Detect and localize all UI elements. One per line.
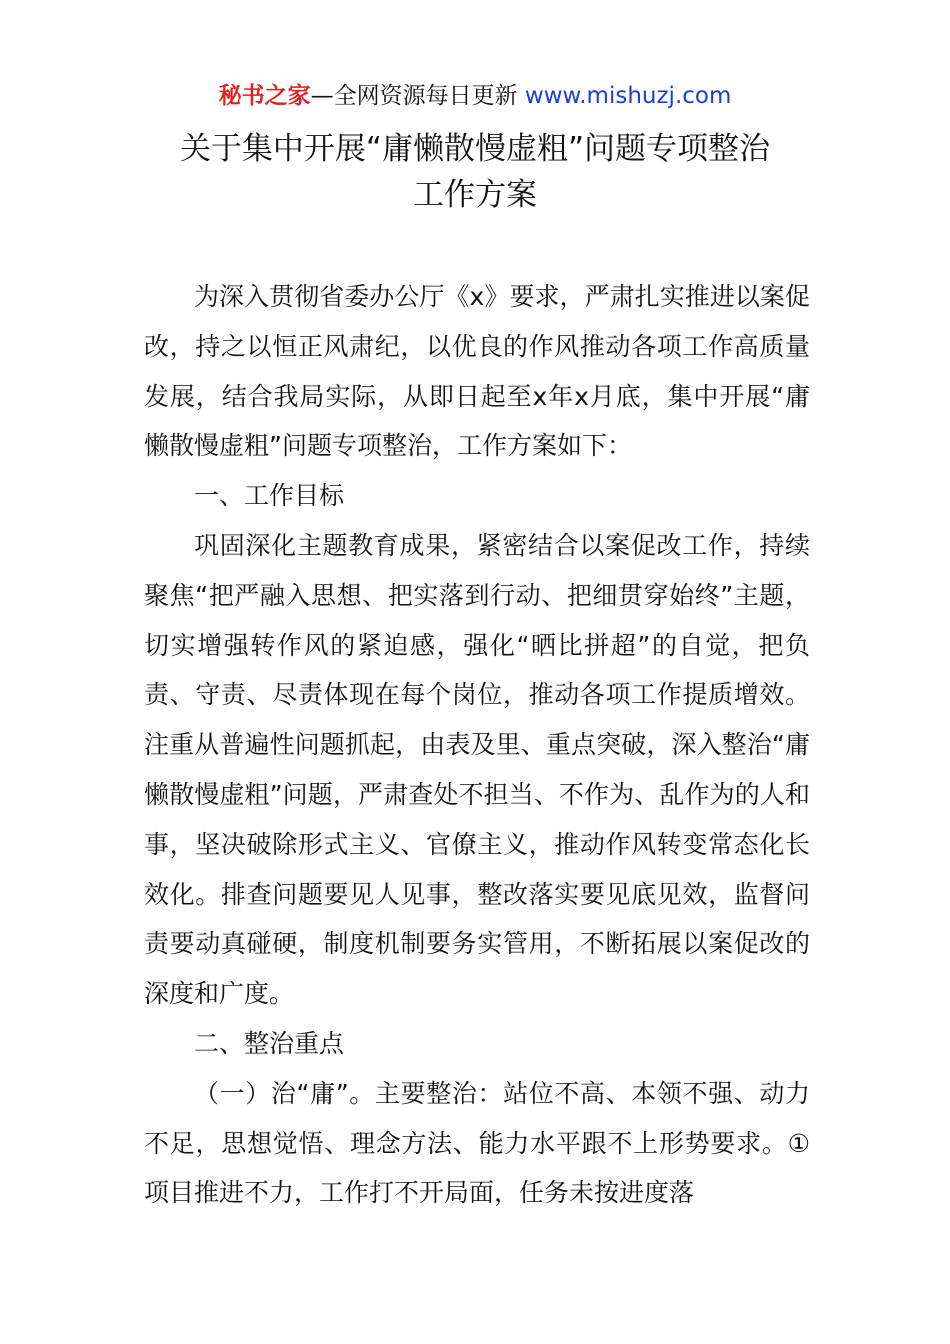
section-heading-focus: 二、整治重点 (194, 1028, 345, 1058)
brand-name: 秘书之家 (218, 83, 311, 109)
goals-paragraph: 巩固深化主题教育成果，紧密结合以案促改工作，持续聚焦“把严融入思想、把实落到行动、把细贯穿始终”主题，切实增强转作风的紧迫感，强化“晒比拼超”的自觉，把负责、守责、尽责体现在每个岗位，推动各项工作提质增效。注重从普遍性问题抓起，由表及里、重点突破，深入整治“庸懒散慢虚粗”问题，严肃查处不担当、不作为、乱作为的人和事，坚决破除形式主义、官僚主义，推动作风转变常态化长效化。排查问题要见人见事，整改落实要见底见效，监督问责要动真碰硬，制度机制要务实管用，不断拓展以案促改的深度和广度。 (144, 530, 810, 1009)
site-header (0, 80, 950, 112)
document-body (144, 272, 810, 1218)
document-title (0, 126, 950, 218)
site-url[interactable]: www.mishuzj.com (524, 83, 732, 109)
title-line-2: 工作方案 (413, 177, 537, 213)
intro-paragraph: 为深入贯彻省委办公厅《x》要求，严肃扎实推进以案促改，持之以恒正风肃纪，以优良的作风推动各项工作高质量发展，结合我局实际，从即日起至x年x月底，集中开展“庸懒散慢虚粗”问题专项整治，工作方案如下： (144, 282, 810, 461)
site-tagline: —全网资源每日更新 (310, 83, 518, 109)
section-heading-goals: 一、工作目标 (194, 481, 345, 511)
title-line-1: 关于集中开展“庸懒散慢虚粗”问题专项整治 (179, 131, 771, 167)
focus-paragraph-1: （一）治“庸”。主要整治：站位不高、本领不强、动力不足，思想觉悟、理念方法、能力水平跟不上形势要求。①项目推进不力，工作打不开局面，任务未按进度落 (144, 1078, 810, 1208)
